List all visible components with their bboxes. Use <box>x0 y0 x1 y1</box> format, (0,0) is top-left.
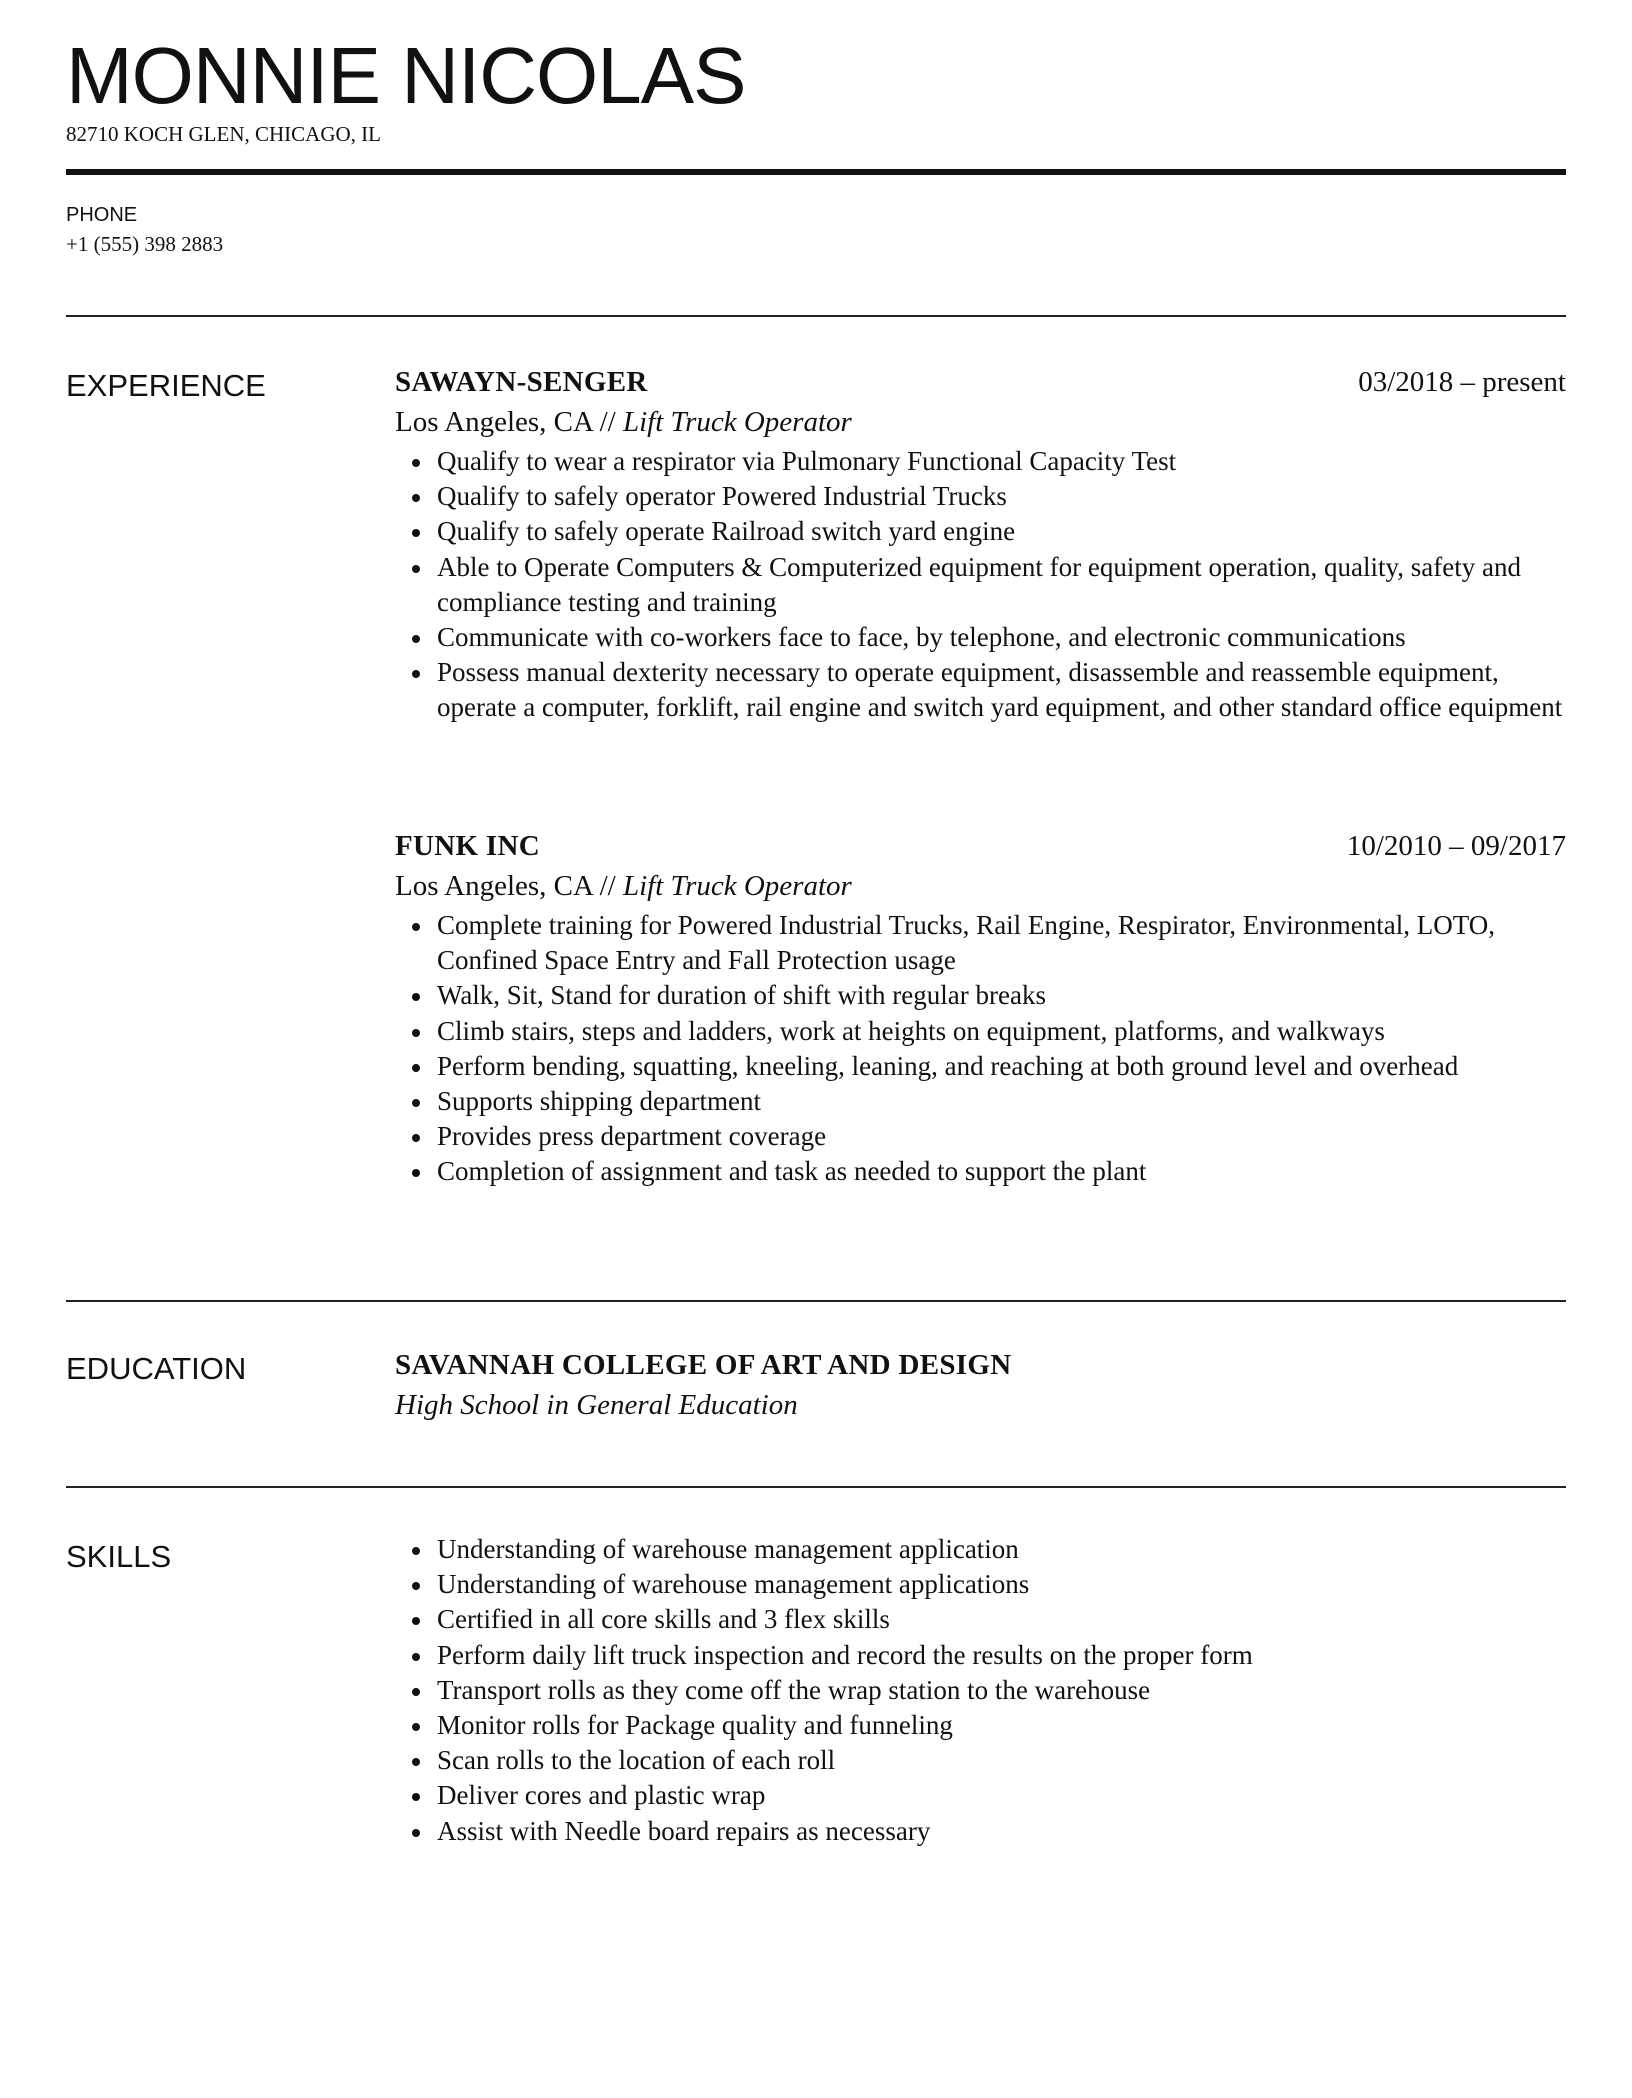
job-subtitle <box>395 866 1566 906</box>
education-divider <box>66 1486 1566 1488</box>
subtitle-separator: // <box>599 406 616 438</box>
candidate-address: 82710 KOCH GLEN, CHICAGO, IL <box>66 122 381 146</box>
list-item: Transport rolls as they come off the wrap station to the warehouse <box>395 1673 1566 1708</box>
phone-label: PHONE <box>66 204 138 226</box>
phone-number: +1 (555) 398 2883 <box>66 232 224 256</box>
list-item: Provides press department coverage <box>395 1119 1566 1154</box>
list-item: Qualify to safely operate Railroad switch yard engine <box>395 514 1566 549</box>
candidate-name: MONNIE NICOLAS <box>66 31 746 120</box>
list-item: Certified in all core skills and 3 flex skills <box>395 1602 1566 1637</box>
list-item: Understanding of warehouse management applications <box>395 1567 1566 1602</box>
job-duties-list <box>395 908 1566 1190</box>
list-item: Understanding of warehouse management application <box>395 1532 1566 1567</box>
list-item: Able to Operate Computers & Computerized equipment for equipment operation, quality, safety and compliance testing and training <box>395 550 1566 620</box>
degree: High School in General Education <box>395 1389 798 1421</box>
skills-entry <box>395 1532 1566 1849</box>
list-item: Qualify to wear a respirator via Pulmonary Functional Capacity Test <box>395 444 1566 479</box>
job-role: Lift Truck Operator <box>623 406 852 438</box>
school-name: SAVANNAH COLLEGE OF ART AND DESIGN <box>395 1349 1012 1381</box>
job-location: Los Angeles, CA <box>395 870 593 902</box>
list-item: Qualify to safely operator Powered Industrial Trucks <box>395 479 1566 514</box>
education-heading: EDUCATION <box>66 1351 247 1386</box>
job-role: Lift Truck Operator <box>623 870 852 902</box>
experience-heading: EXPERIENCE <box>66 368 266 403</box>
experience-entry <box>395 826 1566 1190</box>
experience-divider <box>66 1300 1566 1302</box>
job-header <box>395 826 1566 866</box>
list-item: Monitor rolls for Package quality and funneling <box>395 1708 1566 1743</box>
company-name: FUNK INC <box>395 830 540 862</box>
skills-heading: SKILLS <box>66 1539 172 1574</box>
list-item: Completion of assignment and task as needed to support the plant <box>395 1154 1566 1189</box>
job-duties-list <box>395 444 1566 726</box>
job-dates: 03/2018 – present <box>1358 366 1566 398</box>
job-dates: 10/2010 – 09/2017 <box>1346 830 1566 862</box>
list-item: Assist with Needle board repairs as necessary <box>395 1814 1566 1849</box>
list-item: Communicate with co-workers face to face, by telephone, and electronic communications <box>395 620 1566 655</box>
list-item: Perform daily lift truck inspection and record the results on the proper form <box>395 1638 1566 1673</box>
company-name: SAWAYN-SENGER <box>395 366 648 398</box>
experience-entry <box>395 362 1566 726</box>
subtitle-separator: // <box>599 870 616 902</box>
list-item: Complete training for Powered Industrial Trucks, Rail Engine, Respirator, Environmental, LOTO, Confined Space Entry and Fall Protection usage <box>395 908 1566 978</box>
list-item: Possess manual dexterity necessary to operate equipment, disassemble and reassemble equipment, operate a computer, forklift, rail engine and switch yard equipment, and other standard office equipment <box>395 655 1566 725</box>
contact-divider <box>66 315 1566 317</box>
list-item: Climb stairs, steps and ladders, work at heights on equipment, platforms, and walkways <box>395 1014 1566 1049</box>
list-item: Scan rolls to the location of each roll <box>395 1743 1566 1778</box>
job-header <box>395 362 1566 402</box>
list-item: Perform bending, squatting, kneeling, leaning, and reaching at both ground level and overhead <box>395 1049 1566 1084</box>
job-subtitle <box>395 402 1566 442</box>
list-item: Walk, Sit, Stand for duration of shift with regular breaks <box>395 978 1566 1013</box>
list-item: Supports shipping department <box>395 1084 1566 1119</box>
header-divider <box>66 169 1566 175</box>
education-entry <box>395 1345 1566 1425</box>
list-item: Deliver cores and plastic wrap <box>395 1778 1566 1813</box>
job-location: Los Angeles, CA <box>395 406 593 438</box>
resume-page <box>66 0 1566 2098</box>
skills-list <box>395 1532 1566 1849</box>
